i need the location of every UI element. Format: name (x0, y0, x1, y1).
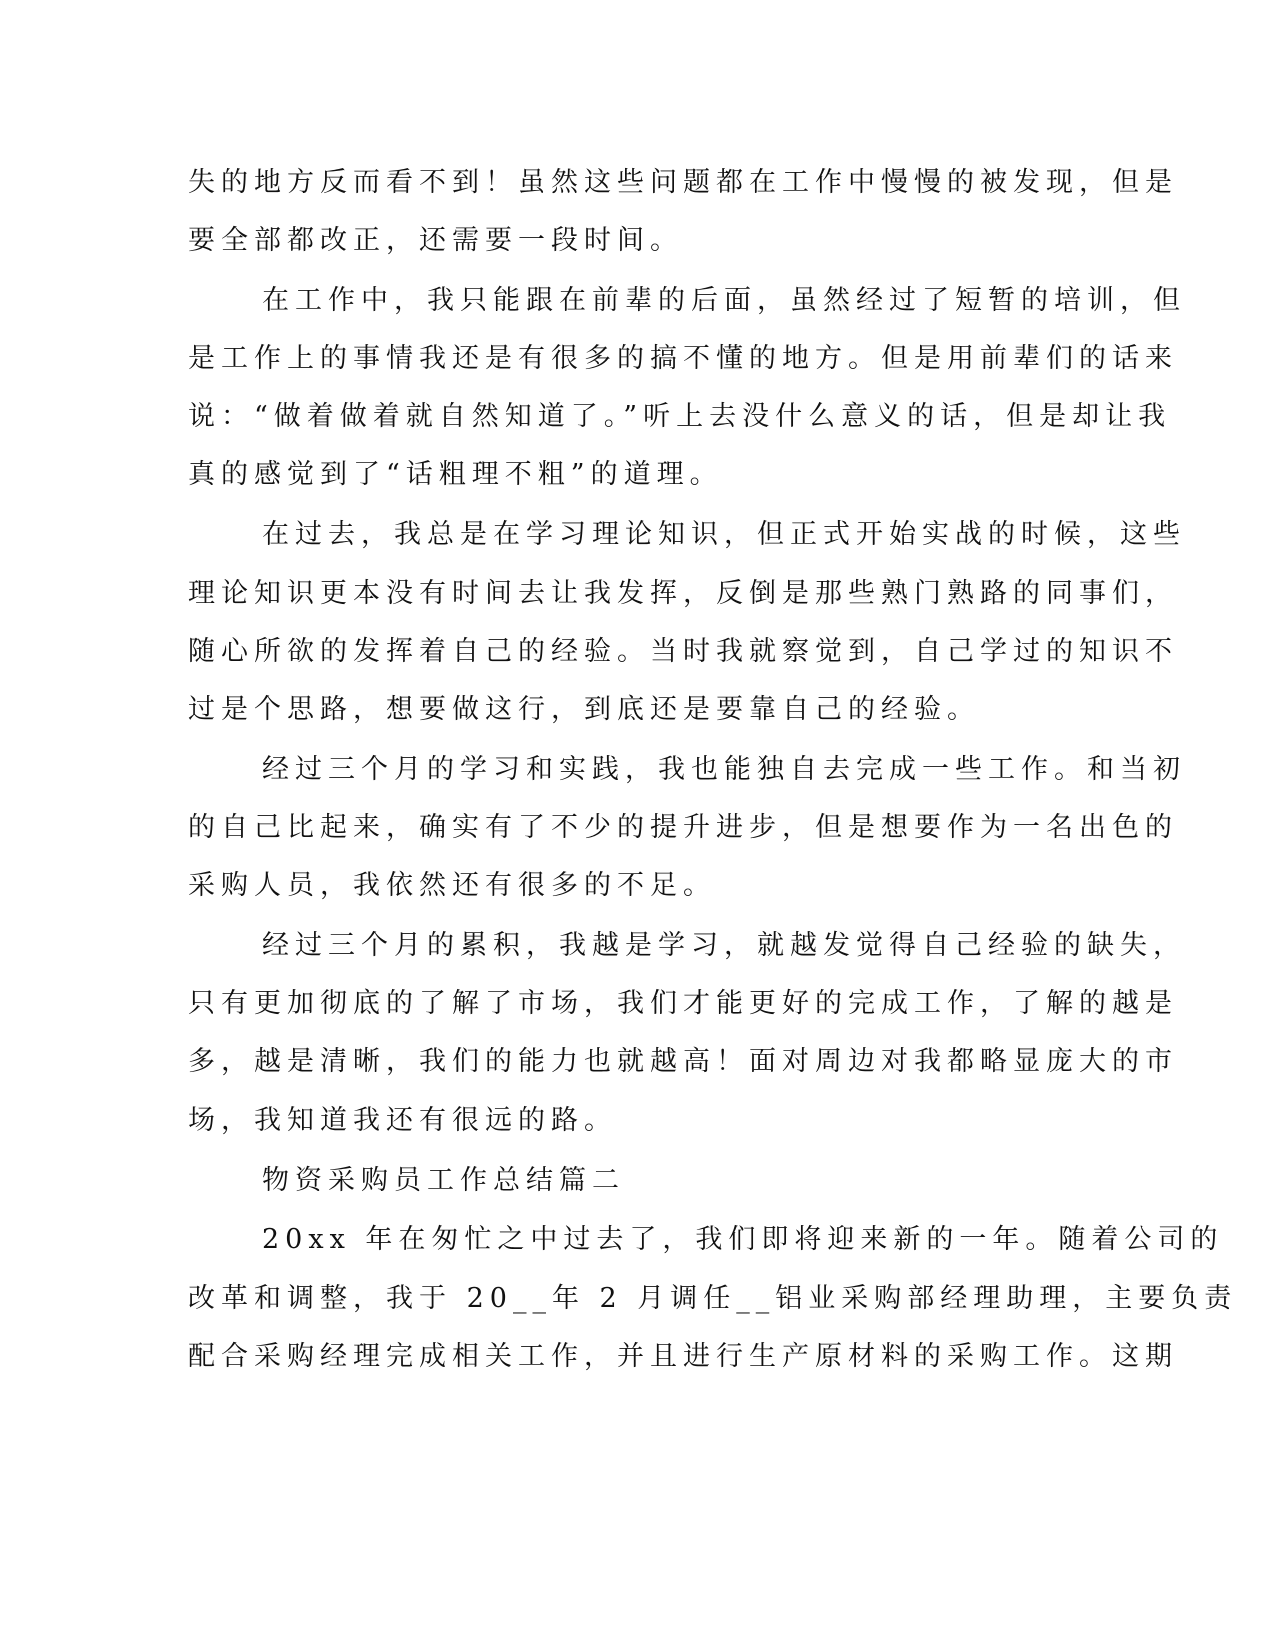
text-line: 失的地方反而看不到！虽然这些问题都在工作中慢慢的被发现，但是 (188, 167, 1178, 198)
text-line: 的自己比起来，确实有了不少的提升进步，但是想要作为一名出色的 (188, 812, 1178, 843)
text-line: 场，我知道我还有很远的路。 (188, 1105, 617, 1136)
text-line: 要全部都改正，还需要一段时间。 (188, 225, 683, 256)
text-line: 配合采购经理完成相关工作，并且进行生产原材料的采购工作。这期 (188, 1341, 1178, 1372)
text-line: 真的感觉到了“话粗理不粗”的道理。 (188, 459, 723, 490)
text-line: 随心所欲的发挥着自己的经验。当时我就察觉到，自己学过的知识不 (188, 636, 1178, 667)
text-line: 采购人员，我依然还有很多的不足。 (188, 870, 716, 901)
text-line: 说：“做着做着就自然知道了。”听上去没什么意义的话，但是却让我 (188, 401, 1172, 432)
paragraph-start-line: 20xx 年在匆忙之中过去了，我们即将迎来新的一年。随着公司的 (262, 1224, 1224, 1255)
paragraph-start-line: 在过去，我总是在学习理论知识，但正式开始实战的时候，这些 (262, 519, 1186, 550)
text-line: 过是个思路，想要做这行，到底还是要靠自己的经验。 (188, 694, 980, 725)
section-heading: 物资采购员工作总结篇二 (262, 1165, 625, 1196)
text-line: 多，越是清晰，我们的能力也就越高！面对周边对我都略显庞大的市 (188, 1046, 1178, 1077)
paragraph-start-line: 经过三个月的学习和实践，我也能独自去完成一些工作。和当初 (262, 754, 1186, 785)
paragraph-start-line: 在工作中，我只能跟在前辈的后面，虽然经过了短暂的培训，但 (262, 285, 1186, 316)
text-line: 是工作上的事情我还是有很多的搞不懂的地方。但是用前辈们的话来 (188, 343, 1178, 374)
paragraph-start-line: 经过三个月的累积，我越是学习，就越发觉得自己经验的缺失， (262, 930, 1186, 961)
text-line: 只有更加彻底的了解了市场，我们才能更好的完成工作，了解的越是 (188, 988, 1178, 1019)
text-line: 理论知识更本没有时间去让我发挥，反倒是那些熟门熟路的同事们， (188, 578, 1178, 609)
text-line: 改革和调整，我于 20__年 2 月调任__铝业采购部经理助理，主要负责 (188, 1283, 1238, 1314)
